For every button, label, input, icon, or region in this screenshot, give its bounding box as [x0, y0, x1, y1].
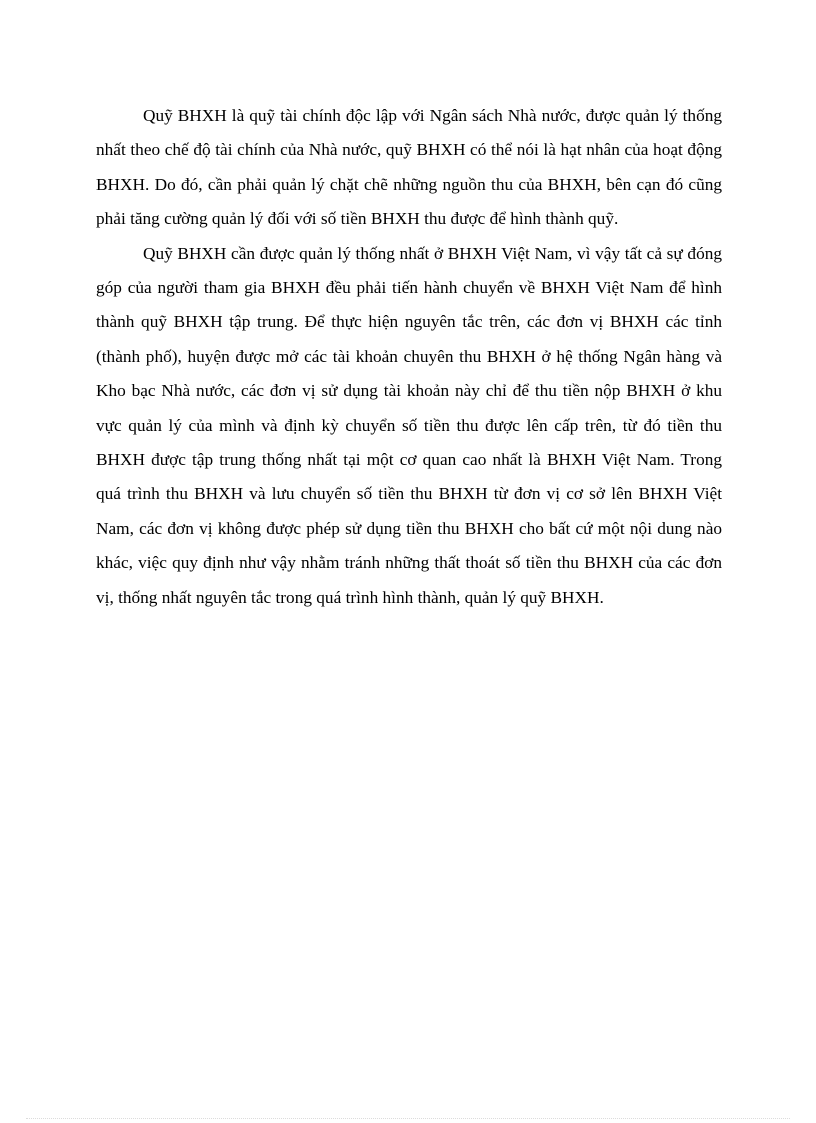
paragraph-1: Quỹ BHXH là quỹ tài chính độc lập với Ngân sách Nhà nước, được quản lý thống nhất theo chế độ tài chính của Nhà nước, quỹ BHXH có thể nói là hạt nhân của hoạt động BHXH. Do đó, cần phải quản lý chặt chẽ những nguồn thu của BHXH, bên cạn đó cũng phải tăng cường quản lý đối với số tiền BHXH thu được để hình thành quỹ.: [96, 106, 722, 229]
document-body: [96, 99, 722, 615]
paragraph-2: Quỹ BHXH cần được quản lý thống nhất ở BHXH Việt Nam, vì vậy tất cả sự đóng góp của người tham gia BHXH đều phải tiến hành chuyển về BHXH Việt Nam để hình thành quỹ BHXH tập trung. Để thực hiện nguyên tắc trên, các đơn vị BHXH các tỉnh (thành phố), huyện được mở các tài khoản chuyên thu BHXH ở hệ thống Ngân hàng và Kho bạc Nhà nước, các đơn vị sử dụng tài khoản này chỉ để thu tiền nộp BHXH ở khu vực quản lý của mình và định kỳ chuyển số tiền thu được lên cấp trên, từ đó tiền thu BHXH được tập trung thống nhất tại một cơ quan cao nhất là BHXH Việt Nam. Trong quá trình thu BHXH và lưu chuyển số tiền thu BHXH từ đơn vị cơ sở lên BHXH Việt Nam, các đơn vị không được phép sử dụng tiền thu BHXH cho bất cứ một nội dung nào khác, việc quy định như vậy nhằm tránh những thất thoát số tiền thu BHXH của các đơn vị, thống nhất nguyên tắc trong quá trình hình thành, quản lý quỹ BHXH.: [96, 243, 722, 607]
page-bottom-divider: [26, 1118, 790, 1119]
